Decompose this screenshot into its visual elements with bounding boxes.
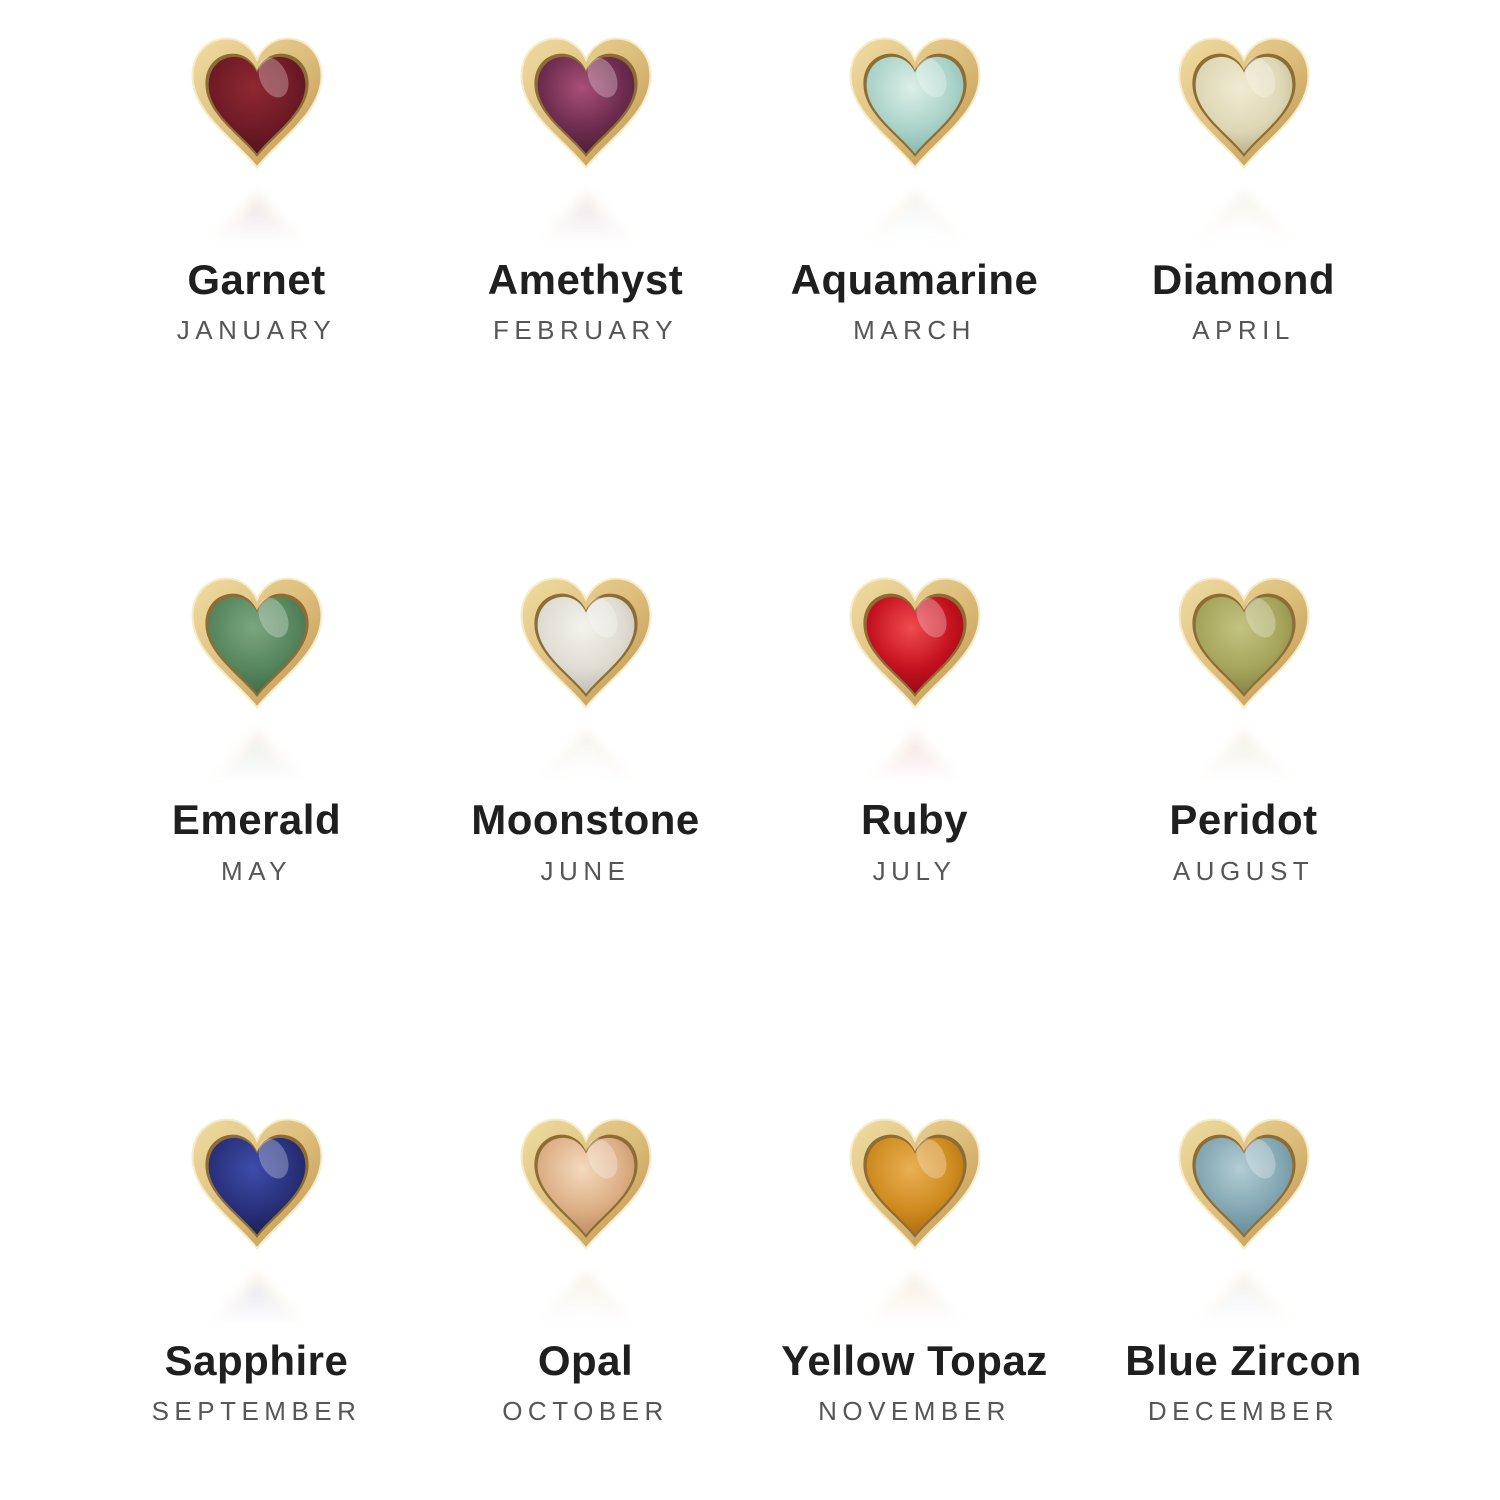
birthstone-card [1079, 1109, 1408, 1427]
stone-month-label: NOVEMBER [818, 1396, 1011, 1427]
stone-name-label: Amethyst [487, 256, 684, 303]
stone-name-label: Ruby [861, 796, 968, 844]
heart-charm-icon [182, 568, 332, 718]
stone-month-label: FEBRUARY [492, 315, 679, 346]
charm-reflection [182, 178, 332, 262]
heart-charm-icon [840, 568, 990, 718]
stone-month-label: JUNE [540, 855, 631, 886]
stone-name-label: Moonstone [471, 796, 700, 844]
charm-reflection [182, 718, 332, 802]
stone-name-label: Yellow Topaz [781, 1336, 1048, 1384]
charm-reflection [1169, 178, 1319, 262]
heart-charm-icon [840, 28, 990, 178]
charm-reflection [1169, 1259, 1319, 1343]
birthstone-card [421, 1109, 750, 1427]
birthstone-card [421, 568, 750, 886]
birthstone-card [750, 28, 1079, 346]
heart-charm-icon [511, 568, 661, 718]
stone-month-label: APRIL [1192, 315, 1295, 346]
stone-month-label: MAY [221, 855, 292, 886]
charm-reflection [1169, 718, 1319, 802]
heart-charm-icon [182, 1109, 332, 1259]
birthstone-card [92, 28, 421, 346]
birthstone-card [750, 568, 1079, 886]
heart-charm-icon [511, 28, 661, 178]
stone-month-label: OCTOBER [502, 1396, 669, 1427]
charm-reflection [511, 178, 661, 262]
heart-charm-icon [1169, 1109, 1319, 1259]
heart-charm-icon [511, 1109, 661, 1259]
charm-reflection [840, 1259, 990, 1343]
stone-name-label: Aquamarine [790, 256, 1039, 303]
stone-month-label: DECEMBER [1147, 1396, 1340, 1427]
charm-reflection [511, 718, 661, 802]
heart-charm-icon [1169, 568, 1319, 718]
stone-name-label: Blue Zircon [1125, 1336, 1362, 1384]
stone-month-label: AUGUST [1172, 855, 1315, 886]
heart-charm-icon [1169, 28, 1319, 178]
stone-name-label: Diamond [1151, 256, 1336, 303]
stone-month-label: JANUARY [176, 315, 337, 346]
stone-month-label: JULY [872, 855, 957, 886]
stone-name-label: Sapphire [164, 1336, 349, 1384]
heart-charm-icon [840, 1109, 990, 1259]
stone-name-label: Opal [537, 1336, 634, 1384]
stone-month-label: MARCH [853, 315, 976, 346]
charm-reflection [840, 718, 990, 802]
stone-name-label: Peridot [1169, 796, 1318, 844]
birthstone-card [1079, 28, 1408, 346]
charm-reflection [840, 178, 990, 262]
charm-reflection [182, 1259, 332, 1343]
birthstone-card [92, 1109, 421, 1427]
birthstone-card [92, 568, 421, 886]
birthstone-card [750, 1109, 1079, 1427]
birthstone-card [1079, 568, 1408, 886]
stone-month-label: SEPTEMBER [151, 1396, 362, 1427]
charm-reflection [511, 1259, 661, 1343]
birthstone-card [421, 28, 750, 346]
stone-name-label: Emerald [171, 796, 342, 844]
stone-name-label: Garnet [187, 256, 326, 303]
heart-charm-icon [182, 28, 332, 178]
